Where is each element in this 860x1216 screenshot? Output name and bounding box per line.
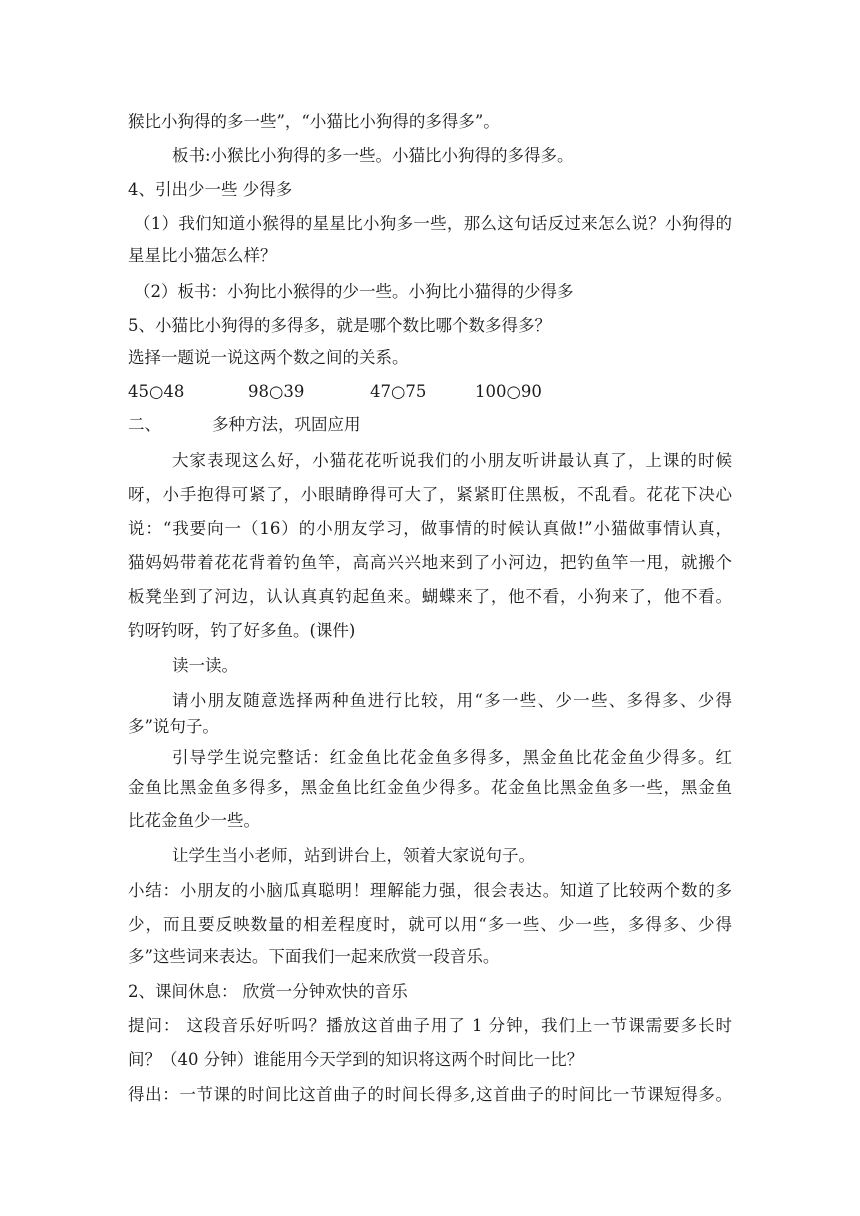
text-line: 得出：一节课的时间比这首曲子的时间长得多,这首曲子的时间比一节课短得多。 xyxy=(128,1085,732,1104)
text-line: 少，而且要反映数量的相差程度时，就可以用“多一些、少一些，多得多、少得 xyxy=(128,915,732,934)
text-line: 星星比小猫怎么样？ xyxy=(128,246,277,265)
text-line: 猴比小狗得的多一些”，“小猫比小狗得的多得多”。 xyxy=(128,112,500,131)
text-line: 金鱼比黑金鱼多得多，黑金鱼比红金鱼少得多。花金鱼比黑金鱼多一些，黑金鱼 xyxy=(128,778,732,797)
text-line: 多”说句子。 xyxy=(128,717,219,736)
comparison-item: 100○90 xyxy=(475,382,542,401)
text-line: 让学生当小老师，站到讲台上，领着大家说句子。 xyxy=(172,846,535,865)
text-line: 板凳坐到了河边，认认真真钓起鱼来。蝴蝶来了，他不看，小狗来了，他不看。 xyxy=(128,587,732,606)
text-line: 提问： 这段音乐好听吗？播放这首曲子用了 1 分钟，我们上一节课需要多长时 xyxy=(128,1016,732,1035)
text-line: 说：“我要向一（16）的小朋友学习，做事情的时候认真做!”小猫做事情认真， xyxy=(128,519,732,538)
section-number: 二、 xyxy=(128,415,161,434)
comparison-item: 98○39 xyxy=(248,382,305,401)
comparison-item: 45○48 xyxy=(128,382,185,401)
text-line: 读一读。 xyxy=(172,656,238,675)
text-line: （2）板书：小狗比小猴得的少一些。小狗比小猫得的少得多 xyxy=(134,282,574,301)
section-heading: 2、课间休息： 欣赏一分钟欢快的音乐 xyxy=(128,982,408,1001)
comparison-item: 47○75 xyxy=(370,382,427,401)
text-line: 板书:小猴比小狗得的多一些。小猫比小狗得的多得多。 xyxy=(172,146,574,165)
text-line: （1）我们知道小猴得的星星比小狗多一些，那么这句话反过来怎么说？小狗得的 xyxy=(134,214,732,233)
text-line: 猫妈妈带着花花背着钓鱼竿，高高兴兴地来到了小河边，把钓鱼竿一甩，就搬个 xyxy=(128,553,732,572)
text-line: 钓呀钓呀，钓了好多鱼。(课件) xyxy=(128,621,356,640)
section-heading: 多种方法，巩固应用 xyxy=(212,415,361,434)
text-line: 呀，小手抱得可紧了，小眼睛睁得可大了，紧紧盯住黑板，不乱看。花花下决心 xyxy=(128,485,732,504)
text-line: 选择一题说一说这两个数之间的关系。 xyxy=(128,348,409,367)
text-line: 小结：小朋友的小脑瓜真聪明！理解能力强，很会表达。知道了比较两个数的多 xyxy=(128,881,732,900)
text-line: 比花金鱼少一些。 xyxy=(128,811,260,830)
text-line: 多”这些词来表达。下面我们一起来欣赏一段音乐。 xyxy=(128,947,500,966)
section-heading: 5、小猫比小狗得的多得多，就是哪个数比哪个数多得多？ xyxy=(128,316,551,335)
section-heading: 4、引出少一些 少得多 xyxy=(128,180,293,199)
text-line: 引导学生说完整话：红金鱼比花金鱼多得多，黑金鱼比花金鱼少得多。红 xyxy=(172,748,732,767)
text-line: 间？（40 分钟）谁能用今天学到的知识将这两个时间比一比？ xyxy=(128,1050,584,1069)
text-line: 大家表现这么好，小猫花花听说我们的小朋友听讲最认真了，上课的时候 xyxy=(172,451,732,470)
text-line: 请小朋友随意选择两种鱼进行比较，用“多一些、少一些、多得多、少得 xyxy=(172,691,732,710)
